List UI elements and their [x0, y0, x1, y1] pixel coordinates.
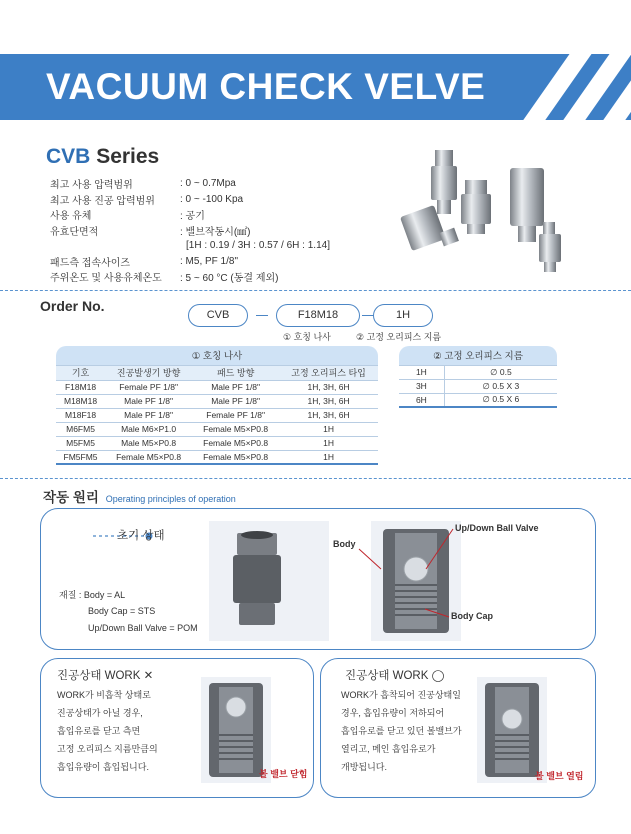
fitting-icon: [461, 180, 491, 234]
table-cell: 1H: [279, 436, 378, 450]
work-on-cutaway-image: [477, 677, 547, 783]
spec-key: 주위온도 및 사용유체온도: [50, 273, 162, 285]
table-cell: 1H: [399, 365, 444, 379]
fitting-icon: [510, 168, 544, 242]
thread-table-title: ① 호칭 나사: [56, 346, 378, 365]
table-cell: Female PF 1/8": [105, 380, 192, 394]
table-cell: M18M18: [56, 394, 105, 408]
spec-value: : 밸브작동시(㎟): [180, 226, 251, 238]
table-cell: Male M5×P0.8: [105, 436, 192, 450]
work-off-line: 흡입유로를 닫고 측면: [57, 726, 141, 736]
callout-leaders: [41, 509, 597, 651]
callout-body-cap: Body Cap: [451, 611, 494, 621]
table-cell: Male PF 1/8": [105, 408, 192, 422]
product-fittings-image: [385, 140, 585, 280]
order-no-title: Order No.: [40, 298, 105, 314]
operation-title-en: Operating principles of operation: [105, 494, 236, 504]
table-cell: FM5FM5: [56, 450, 105, 464]
table-row: [399, 365, 557, 379]
material-line: Body Cap = STS: [88, 606, 156, 616]
table-header: 진공발생기 방향: [105, 365, 192, 380]
spec-value: : 0 ~ -100 Kpa: [180, 193, 244, 205]
fitting-icon: [539, 222, 561, 272]
table-cell: Female M5×P0.8: [192, 436, 279, 450]
initial-state-box: [40, 508, 596, 650]
table-cell: 1H, 3H, 6H: [279, 380, 378, 394]
table-cell: Male PF 1/8": [105, 394, 192, 408]
order-note-orifice: ② 고정 오리피스 지름: [356, 332, 442, 342]
spec-row: [50, 269, 330, 285]
spec-row: [50, 223, 330, 239]
series-code: CVB: [46, 145, 91, 168]
work-off-label: 진공상태 WORK ✕: [57, 670, 154, 682]
table-cell: Female M5×P0.8: [105, 450, 192, 464]
table-cell: 6H: [399, 393, 444, 407]
section-divider: [0, 290, 631, 291]
material-line: Up/Down Ball Valve = POM: [88, 623, 198, 633]
table-cell: 1H: [279, 422, 378, 436]
table-header: 패드 방향: [192, 365, 279, 380]
table-header: 고정 오리피스 타입: [279, 365, 378, 380]
table-row: [56, 436, 378, 450]
spec-row: [50, 192, 330, 208]
table-cell: Male M6×P1.0: [105, 422, 192, 436]
spec-value: : 5 ~ 60 °C (동결 제외): [180, 273, 279, 285]
table-cell: ∅ 0.5 X 6: [444, 393, 557, 407]
spec-row: [50, 254, 330, 270]
order-code-series: CVB: [188, 304, 248, 327]
work-on-line: 경우, 흡입유량이 저하되어: [341, 708, 445, 718]
table-cell: M6FM5: [56, 422, 105, 436]
table-row: [56, 450, 378, 464]
table-cell: 1H, 3H, 6H: [279, 408, 378, 422]
table-row: [399, 393, 557, 407]
ball-valve-closed-callout: 볼 밸브 닫힘: [259, 769, 308, 779]
spec-key: 최고 사용 진공 압력범위: [50, 195, 155, 207]
work-on-line: 개방됩니다.: [341, 762, 387, 772]
table-cell: Female PF 1/8": [192, 408, 279, 422]
table-row: [56, 422, 378, 436]
table-cell: 1H, 3H, 6H: [279, 394, 378, 408]
order-code-orifice: 1H: [373, 304, 433, 327]
spec-row: [50, 238, 330, 254]
table-row: [399, 379, 557, 393]
section-divider: [0, 478, 631, 479]
table-cell: 3H: [399, 379, 444, 393]
work-on-line: 흡입유로를 닫고 있던 볼밸브가: [341, 726, 462, 736]
spec-value: : 공기: [180, 211, 205, 223]
table-cell: Female M5×P0.8: [192, 450, 279, 464]
table-cell: Female M5×P0.8: [192, 422, 279, 436]
work-on-line: WORK가 흡착되어 진공상태일: [341, 690, 461, 700]
orifice-table: [399, 346, 557, 408]
work-off-line: 진공상태가 아닐 경우,: [57, 708, 143, 718]
table-row: [56, 408, 378, 422]
series-heading: [46, 145, 159, 169]
spec-key: 패드측 접속사이즈: [50, 257, 131, 269]
work-on-line: 열리고, 메인 흡입유로가: [341, 744, 436, 754]
table-cell: M18F18: [56, 408, 105, 422]
spec-row: [50, 176, 330, 192]
order-separator: [256, 315, 268, 316]
series-word: Series: [96, 145, 160, 168]
work-off-box: [40, 658, 314, 798]
order-note-thread: ① 호칭 나사: [283, 332, 331, 342]
work-off-line: WORK가 비흡착 상태로: [57, 690, 151, 700]
page-title: VACUUM CHECK VELVE: [46, 66, 486, 107]
spec-key: 최고 사용 압력범위: [50, 180, 133, 192]
table-cell: ∅ 0.5: [444, 365, 557, 379]
callout-body: Body: [333, 539, 356, 549]
operation-title-ko: 작동 원리: [43, 490, 99, 505]
work-off-line: 흡입유량이 흡입됩니다.: [57, 762, 149, 772]
table-cell: Male PF 1/8": [192, 380, 279, 394]
ball-valve-open-callout: 볼 밸브 열림: [535, 771, 584, 781]
spec-value: : M5, PF 1/8": [180, 255, 239, 267]
spec-list: [50, 176, 330, 285]
table-cell: ∅ 0.5 X 3: [444, 379, 557, 393]
operation-title: [43, 486, 236, 506]
thread-table: [56, 346, 378, 465]
work-on-label: 진공상태 WORK ◯: [345, 670, 445, 682]
material-line: 재질 : Body = AL: [59, 590, 126, 600]
work-on-box: [320, 658, 596, 798]
spec-key: 사용 유체: [50, 211, 92, 223]
table-cell: Male PF 1/8": [192, 394, 279, 408]
callout-ball-valve: Up/Down Ball Valve: [455, 523, 539, 533]
spec-key: 유효단면적: [50, 226, 99, 238]
table-row: [56, 380, 378, 394]
table-row: [56, 394, 378, 408]
table-cell: F18M18: [56, 380, 105, 394]
table-header: 기호: [56, 365, 105, 380]
initial-state-label: 초기 상태: [117, 530, 165, 542]
order-code-thread: F18M18: [276, 304, 360, 327]
orifice-table-title: ② 고정 오리피스 지름: [399, 346, 557, 365]
work-off-line: 고정 오리피스 지름만큼의: [57, 744, 158, 754]
title-banner: [0, 54, 631, 120]
spec-row: [50, 207, 330, 223]
table-cell: 1H: [279, 450, 378, 464]
spec-value: : 0 ~ 0.7Mpa: [180, 178, 236, 190]
spec-value: [1H : 0.19 / 3H : 0.57 / 6H : 1.14]: [186, 240, 330, 252]
table-cell: M5FM5: [56, 436, 105, 450]
fitting-icon: [431, 150, 457, 214]
